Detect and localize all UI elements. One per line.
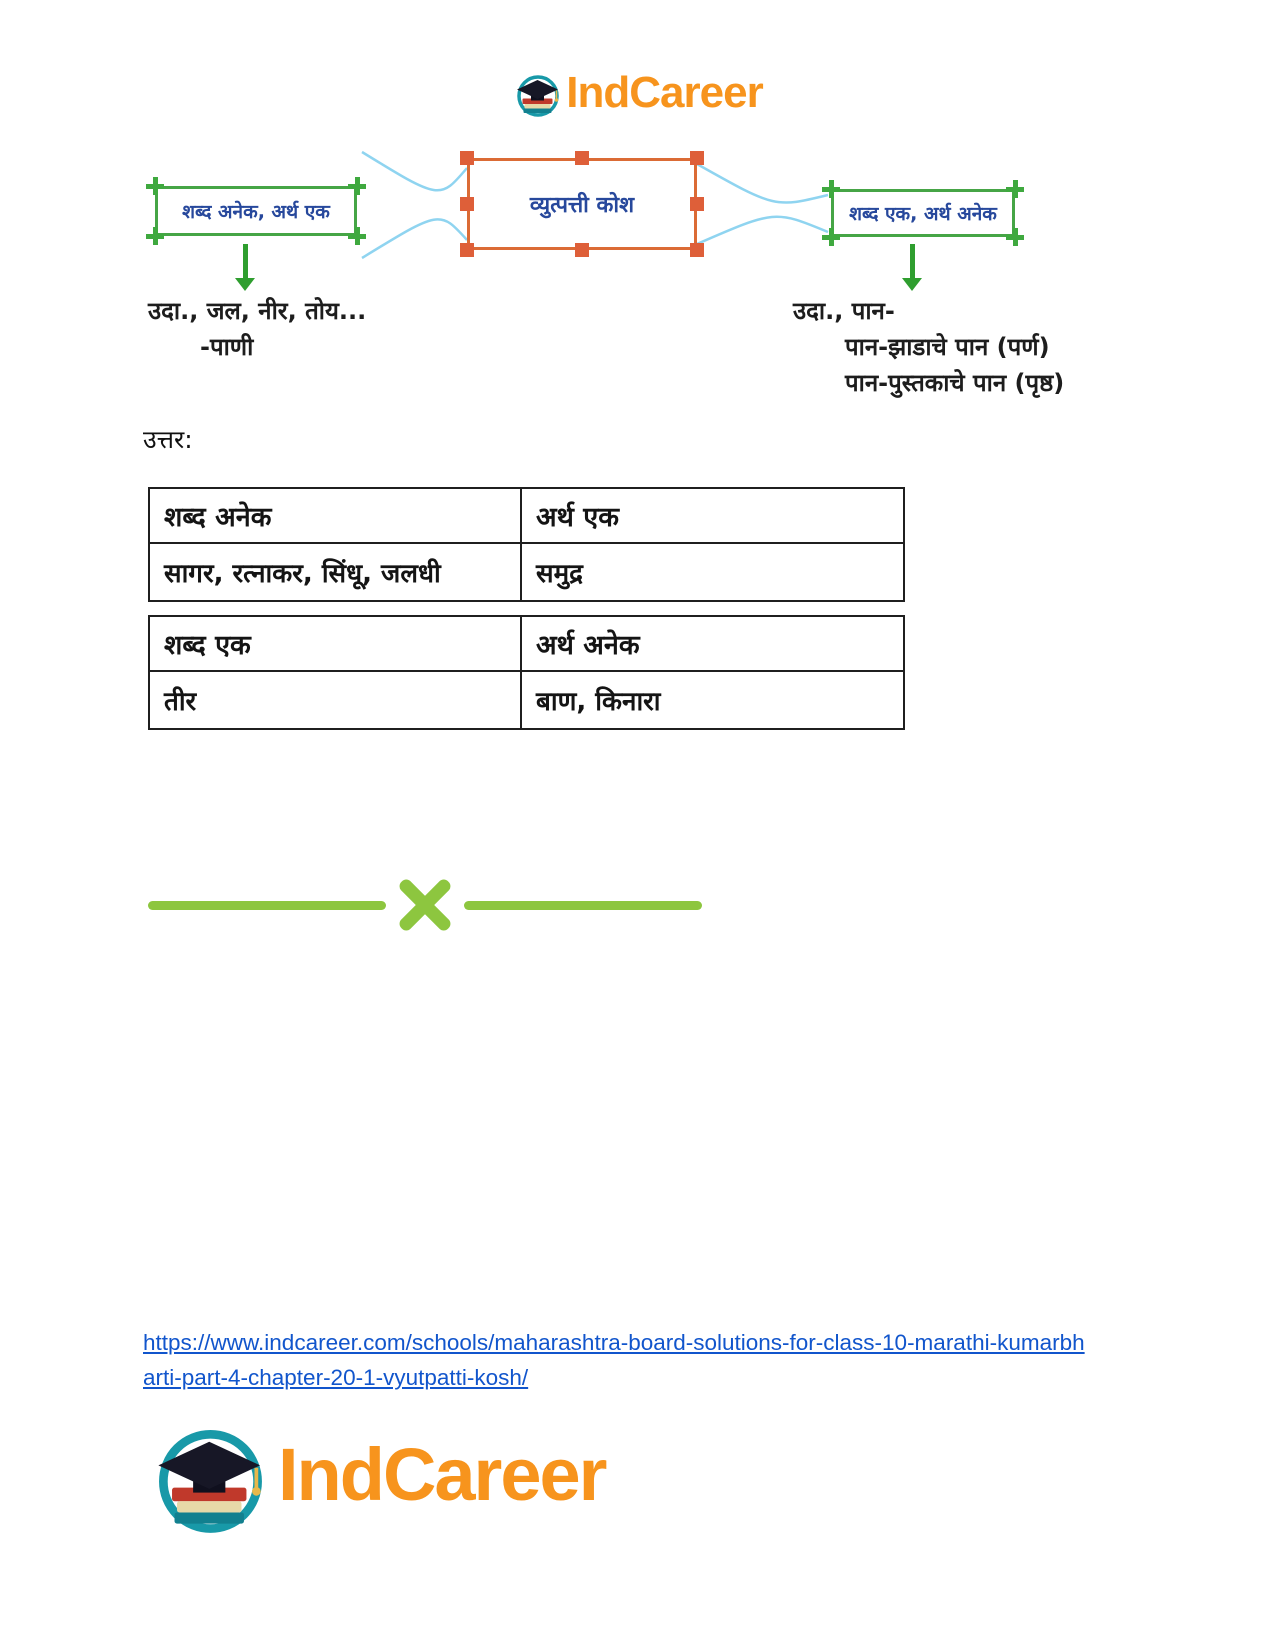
- section-divider: [148, 872, 718, 938]
- selection-handle: [575, 151, 589, 165]
- table-header-cell: अर्थ अनेक: [521, 616, 904, 671]
- selection-handle: [348, 227, 366, 245]
- page-link[interactable]: https://www.indcareer.com/schools/maharashtra-board-solutions-for-class-10-marathi-kumarbharti-part-4-chapter-20-1-vyutpatti-kosh/: [143, 1330, 1085, 1390]
- table-shabd-ek: [148, 615, 905, 730]
- divider-line: [148, 901, 386, 910]
- footer-logo: [146, 1412, 605, 1536]
- selection-handle: [1006, 228, 1024, 246]
- header-logo: [0, 68, 1275, 118]
- right-example-line2: पान-झाडाचे पान (पर्ण): [845, 333, 1050, 361]
- selection-handle: [146, 177, 164, 195]
- indcareer-logo-icon: [512, 68, 562, 118]
- right-example-text: [793, 293, 1064, 401]
- left-example-line1: उदा., जल, नीर, तोय...: [148, 297, 367, 325]
- brand-text: IndCareer: [566, 68, 763, 117]
- right-box-label: शब्द एक, अर्थ अनेक: [849, 203, 997, 225]
- table-cell: तीर: [149, 671, 521, 729]
- selection-handle: [1006, 180, 1024, 198]
- selection-handle: [460, 197, 474, 211]
- divider-line: [464, 901, 702, 910]
- table-shabd-anek: [148, 487, 905, 602]
- x-mark-icon: [396, 876, 454, 934]
- right-example-line1: उदा., पान-: [793, 297, 895, 325]
- table-cell: सागर, रत्नाकर, सिंधू, जलधी: [149, 543, 521, 601]
- selection-handle: [822, 228, 840, 246]
- left-example-text: [148, 293, 366, 365]
- table-cell: बाण, किनारा: [521, 671, 904, 729]
- selection-handle: [575, 243, 589, 257]
- table-header-cell: शब्द अनेक: [149, 488, 521, 543]
- left-concept-box: [155, 186, 357, 236]
- selection-handle: [690, 243, 704, 257]
- down-arrow-icon: [233, 244, 257, 291]
- center-title-box: [467, 158, 697, 250]
- right-concept-box: [831, 189, 1015, 237]
- right-example-line3: पान-पुस्तकाचे पान (पृष्ठ): [845, 369, 1065, 397]
- selection-handle: [690, 197, 704, 211]
- table-header-cell: शब्द एक: [149, 616, 521, 671]
- vyutpatti-diagram: [0, 140, 1275, 420]
- left-example-line2: -पाणी: [200, 333, 254, 361]
- left-box-label: शब्द अनेक, अर्थ एक: [182, 201, 330, 223]
- table-header-row: [149, 616, 904, 671]
- table-header-row: [149, 488, 904, 543]
- selection-handle: [690, 151, 704, 165]
- answer-tables: [148, 487, 905, 730]
- table-row: [149, 671, 904, 729]
- brand-text: IndCareer: [278, 1432, 606, 1516]
- selection-handle: [460, 151, 474, 165]
- center-box-label: व्युत्पत्ती कोश: [529, 193, 635, 218]
- answer-label: उत्तर:: [143, 425, 193, 454]
- down-arrow-icon: [900, 244, 924, 291]
- table-row: [149, 543, 904, 601]
- indcareer-logo-icon: [146, 1412, 270, 1536]
- table-header-cell: अर्थ एक: [521, 488, 904, 543]
- selection-handle: [822, 180, 840, 198]
- selection-handle: [146, 227, 164, 245]
- table-cell: समुद्र: [521, 543, 904, 601]
- selection-handle: [348, 177, 366, 195]
- selection-handle: [460, 243, 474, 257]
